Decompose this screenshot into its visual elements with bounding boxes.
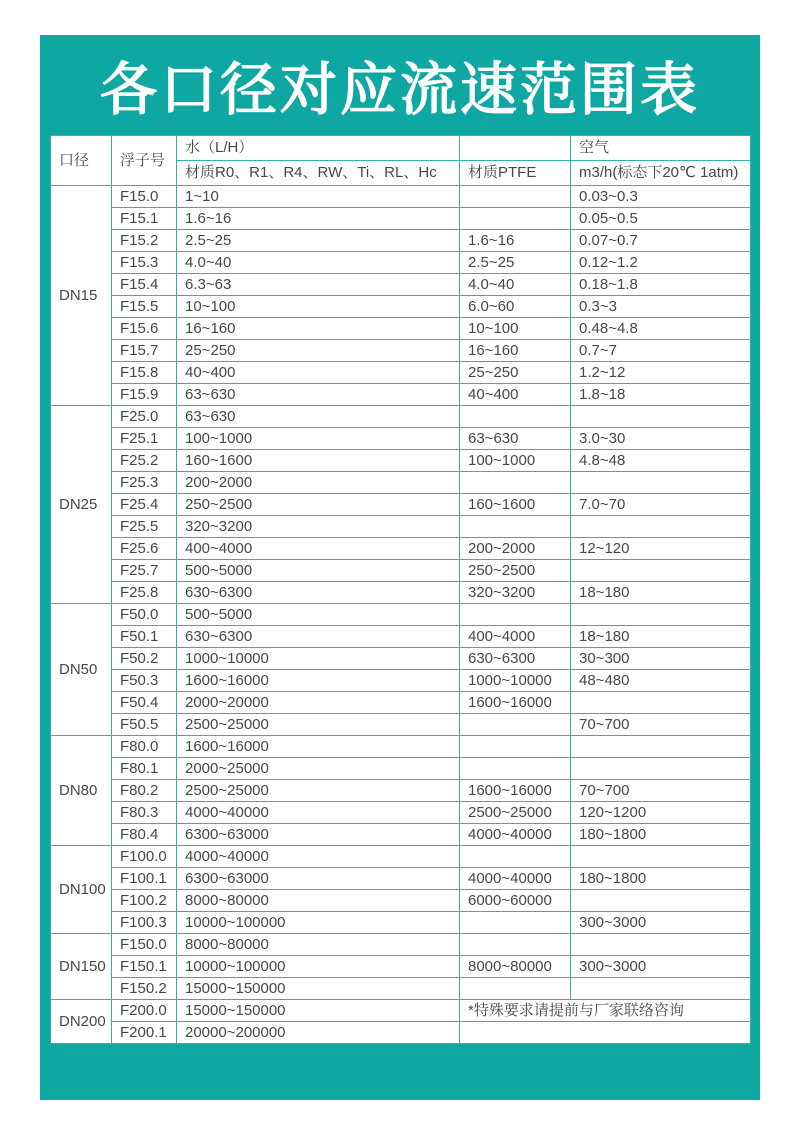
- diameter-cell: DN50: [51, 604, 112, 736]
- water-range-cell: 15000~150000: [177, 978, 460, 1000]
- ptfe-range-cell: 200~2000: [460, 538, 571, 560]
- water-range-cell: 40~400: [177, 362, 460, 384]
- float-no-cell: F80.0: [112, 736, 177, 758]
- water-range-cell: 4.0~40: [177, 252, 460, 274]
- header-air-unit: m3/h(标态下20℃ 1atm): [571, 161, 751, 186]
- table-row: [51, 538, 751, 560]
- air-range-cell: [571, 472, 751, 494]
- water-range-cell: 20000~200000: [177, 1022, 460, 1044]
- water-range-cell: 1~10: [177, 186, 460, 208]
- float-no-cell: F25.0: [112, 406, 177, 428]
- float-no-cell: F200.0: [112, 1000, 177, 1022]
- float-no-cell: F15.3: [112, 252, 177, 274]
- table-row: [51, 318, 751, 340]
- float-no-cell: F25.6: [112, 538, 177, 560]
- ptfe-range-cell: 40~400: [460, 384, 571, 406]
- header-ptfe-material: 材质PTFE: [460, 161, 571, 186]
- ptfe-range-cell: 8000~80000: [460, 956, 571, 978]
- ptfe-range-cell: 16~160: [460, 340, 571, 362]
- ptfe-range-cell: [460, 978, 571, 1000]
- table-row: [51, 670, 751, 692]
- water-range-cell: 63~630: [177, 406, 460, 428]
- table-row: [51, 868, 751, 890]
- ptfe-range-cell: 10~100: [460, 318, 571, 340]
- ptfe-range-cell: [460, 736, 571, 758]
- ptfe-range-cell: [460, 186, 571, 208]
- water-range-cell: 10000~100000: [177, 912, 460, 934]
- table-row: [51, 780, 751, 802]
- table-row: [51, 582, 751, 604]
- air-range-cell: 120~1200: [571, 802, 751, 824]
- float-no-cell: F80.2: [112, 780, 177, 802]
- ptfe-range-cell: 4000~40000: [460, 824, 571, 846]
- water-range-cell: 25~250: [177, 340, 460, 362]
- footnote-cell: *特殊要求请提前与厂家联络咨询: [460, 1000, 751, 1022]
- float-no-cell: F15.6: [112, 318, 177, 340]
- table-row: [51, 252, 751, 274]
- table-row: [51, 274, 751, 296]
- ptfe-range-cell: [460, 472, 571, 494]
- header-water-materials: 材质R0、R1、R4、RW、Ti、RL、Hc: [177, 161, 460, 186]
- water-range-cell: 320~3200: [177, 516, 460, 538]
- water-range-cell: 630~6300: [177, 582, 460, 604]
- air-range-cell: 12~120: [571, 538, 751, 560]
- table-row: [51, 406, 751, 428]
- ptfe-range-cell: 1600~16000: [460, 692, 571, 714]
- table-row: [51, 340, 751, 362]
- float-no-cell: F50.5: [112, 714, 177, 736]
- air-range-cell: 18~180: [571, 582, 751, 604]
- air-range-cell: 300~3000: [571, 912, 751, 934]
- header-air-title: 空气: [571, 136, 751, 161]
- table-row: [51, 890, 751, 912]
- float-no-cell: F25.5: [112, 516, 177, 538]
- page-title: 各口径对应流速范围表: [100, 58, 700, 122]
- ptfe-range-cell: 160~1600: [460, 494, 571, 516]
- ptfe-range-cell: [460, 714, 571, 736]
- ptfe-range-cell: 320~3200: [460, 582, 571, 604]
- float-no-cell: F25.3: [112, 472, 177, 494]
- merged-blank-cell: [460, 1022, 751, 1044]
- water-range-cell: 1600~16000: [177, 670, 460, 692]
- ptfe-range-cell: [460, 758, 571, 780]
- flow-range-table: [50, 135, 751, 1044]
- ptfe-range-cell: [460, 846, 571, 868]
- ptfe-range-cell: [460, 208, 571, 230]
- air-range-cell: 70~700: [571, 714, 751, 736]
- water-range-cell: 15000~150000: [177, 1000, 460, 1022]
- float-no-cell: F150.1: [112, 956, 177, 978]
- air-range-cell: [571, 934, 751, 956]
- float-no-cell: F25.7: [112, 560, 177, 582]
- table-row: [51, 736, 751, 758]
- air-range-cell: 0.05~0.5: [571, 208, 751, 230]
- diameter-cell: DN80: [51, 736, 112, 846]
- water-range-cell: 1600~16000: [177, 736, 460, 758]
- table-row: [51, 692, 751, 714]
- water-range-cell: 200~2000: [177, 472, 460, 494]
- float-no-cell: F100.0: [112, 846, 177, 868]
- float-no-cell: F50.2: [112, 648, 177, 670]
- air-range-cell: [571, 758, 751, 780]
- float-no-cell: F150.2: [112, 978, 177, 1000]
- float-no-cell: F80.4: [112, 824, 177, 846]
- water-range-cell: 2000~20000: [177, 692, 460, 714]
- diameter-cell: DN100: [51, 846, 112, 934]
- ptfe-range-cell: 250~2500: [460, 560, 571, 582]
- table-row: [51, 472, 751, 494]
- float-no-cell: F200.1: [112, 1022, 177, 1044]
- float-no-cell: F15.8: [112, 362, 177, 384]
- table-row: [51, 560, 751, 582]
- table-row: [51, 1022, 751, 1044]
- table-body: [51, 186, 751, 1044]
- float-no-cell: F15.0: [112, 186, 177, 208]
- table-row: [51, 714, 751, 736]
- float-no-cell: F15.9: [112, 384, 177, 406]
- air-range-cell: [571, 890, 751, 912]
- ptfe-range-cell: 25~250: [460, 362, 571, 384]
- table-row: [51, 934, 751, 956]
- water-range-cell: 2500~25000: [177, 714, 460, 736]
- float-no-cell: F25.8: [112, 582, 177, 604]
- air-range-cell: 0.18~1.8: [571, 274, 751, 296]
- diameter-cell: DN200: [51, 1000, 112, 1044]
- air-range-cell: [571, 846, 751, 868]
- ptfe-range-cell: 630~6300: [460, 648, 571, 670]
- ptfe-range-cell: 6000~60000: [460, 890, 571, 912]
- water-range-cell: 2500~25000: [177, 780, 460, 802]
- table-row: [51, 186, 751, 208]
- table-row: [51, 824, 751, 846]
- table-row: [51, 208, 751, 230]
- float-no-cell: F25.4: [112, 494, 177, 516]
- ptfe-range-cell: 63~630: [460, 428, 571, 450]
- float-no-cell: F100.1: [112, 868, 177, 890]
- float-no-cell: F80.3: [112, 802, 177, 824]
- air-range-cell: 0.03~0.3: [571, 186, 751, 208]
- table-header: [51, 136, 751, 186]
- water-range-cell: 400~4000: [177, 538, 460, 560]
- air-range-cell: 1.8~18: [571, 384, 751, 406]
- table-row: [51, 384, 751, 406]
- water-range-cell: 6.3~63: [177, 274, 460, 296]
- table-row: [51, 956, 751, 978]
- float-no-cell: F150.0: [112, 934, 177, 956]
- header-row-1: [51, 136, 751, 161]
- table-row: [51, 516, 751, 538]
- ptfe-range-cell: [460, 406, 571, 428]
- air-range-cell: [571, 604, 751, 626]
- float-no-cell: F50.4: [112, 692, 177, 714]
- air-range-cell: 48~480: [571, 670, 751, 692]
- air-range-cell: 3.0~30: [571, 428, 751, 450]
- ptfe-range-cell: 4.0~40: [460, 274, 571, 296]
- table-row: [51, 802, 751, 824]
- table-row: [51, 626, 751, 648]
- float-no-cell: F80.1: [112, 758, 177, 780]
- table-row: [51, 362, 751, 384]
- air-range-cell: 180~1800: [571, 868, 751, 890]
- air-range-cell: 1.2~12: [571, 362, 751, 384]
- float-no-cell: F25.1: [112, 428, 177, 450]
- air-range-cell: 7.0~70: [571, 494, 751, 516]
- water-range-cell: 6300~63000: [177, 824, 460, 846]
- water-range-cell: 160~1600: [177, 450, 460, 472]
- air-range-cell: 18~180: [571, 626, 751, 648]
- diameter-cell: DN15: [51, 186, 112, 406]
- float-no-cell: F15.1: [112, 208, 177, 230]
- header-float-no: 浮子号: [112, 136, 177, 186]
- air-range-cell: [571, 978, 751, 1000]
- teal-panel: [40, 35, 760, 1100]
- air-range-cell: [571, 736, 751, 758]
- ptfe-range-cell: 2500~25000: [460, 802, 571, 824]
- water-range-cell: 2000~25000: [177, 758, 460, 780]
- water-range-cell: 16~160: [177, 318, 460, 340]
- air-range-cell: 180~1800: [571, 824, 751, 846]
- air-range-cell: 0.48~4.8: [571, 318, 751, 340]
- water-range-cell: 250~2500: [177, 494, 460, 516]
- water-range-cell: 6300~63000: [177, 868, 460, 890]
- water-range-cell: 8000~80000: [177, 934, 460, 956]
- float-no-cell: F50.3: [112, 670, 177, 692]
- air-range-cell: 0.3~3: [571, 296, 751, 318]
- float-no-cell: F50.1: [112, 626, 177, 648]
- ptfe-range-cell: [460, 516, 571, 538]
- ptfe-range-cell: [460, 934, 571, 956]
- ptfe-range-cell: 400~4000: [460, 626, 571, 648]
- header-water-title: 水（L/H）: [177, 136, 460, 161]
- ptfe-range-cell: 4000~40000: [460, 868, 571, 890]
- table-row: [51, 846, 751, 868]
- water-range-cell: 4000~40000: [177, 846, 460, 868]
- table-row: [51, 1000, 751, 1022]
- ptfe-range-cell: 1.6~16: [460, 230, 571, 252]
- diameter-cell: DN150: [51, 934, 112, 1000]
- float-no-cell: F100.3: [112, 912, 177, 934]
- air-range-cell: 30~300: [571, 648, 751, 670]
- table-row: [51, 450, 751, 472]
- ptfe-range-cell: 1600~16000: [460, 780, 571, 802]
- water-range-cell: 4000~40000: [177, 802, 460, 824]
- header-diameter: 口径: [51, 136, 112, 186]
- water-range-cell: 63~630: [177, 384, 460, 406]
- table-row: [51, 230, 751, 252]
- water-range-cell: 2.5~25: [177, 230, 460, 252]
- air-range-cell: 0.7~7: [571, 340, 751, 362]
- ptfe-range-cell: [460, 912, 571, 934]
- float-no-cell: F25.2: [112, 450, 177, 472]
- water-range-cell: 10~100: [177, 296, 460, 318]
- water-range-cell: 1000~10000: [177, 648, 460, 670]
- ptfe-range-cell: 6.0~60: [460, 296, 571, 318]
- float-no-cell: F15.7: [112, 340, 177, 362]
- water-range-cell: 630~6300: [177, 626, 460, 648]
- water-range-cell: 500~5000: [177, 560, 460, 582]
- float-no-cell: F15.5: [112, 296, 177, 318]
- water-range-cell: 10000~100000: [177, 956, 460, 978]
- air-range-cell: [571, 516, 751, 538]
- air-range-cell: 0.07~0.7: [571, 230, 751, 252]
- table-row: [51, 912, 751, 934]
- air-range-cell: [571, 406, 751, 428]
- air-range-cell: 300~3000: [571, 956, 751, 978]
- water-range-cell: 1.6~16: [177, 208, 460, 230]
- table-row: [51, 604, 751, 626]
- ptfe-range-cell: 2.5~25: [460, 252, 571, 274]
- air-range-cell: 0.12~1.2: [571, 252, 751, 274]
- float-no-cell: F15.4: [112, 274, 177, 296]
- air-range-cell: 70~700: [571, 780, 751, 802]
- air-range-cell: 4.8~48: [571, 450, 751, 472]
- float-no-cell: F100.2: [112, 890, 177, 912]
- header-empty-cell: [460, 136, 571, 161]
- table-row: [51, 494, 751, 516]
- diameter-cell: DN25: [51, 406, 112, 604]
- table-row: [51, 978, 751, 1000]
- air-range-cell: [571, 560, 751, 582]
- water-range-cell: 100~1000: [177, 428, 460, 450]
- table-row: [51, 428, 751, 450]
- table-row: [51, 296, 751, 318]
- table-row: [51, 648, 751, 670]
- ptfe-range-cell: 1000~10000: [460, 670, 571, 692]
- air-range-cell: [571, 692, 751, 714]
- water-range-cell: 500~5000: [177, 604, 460, 626]
- float-no-cell: F50.0: [112, 604, 177, 626]
- ptfe-range-cell: 100~1000: [460, 450, 571, 472]
- float-no-cell: F15.2: [112, 230, 177, 252]
- table-row: [51, 758, 751, 780]
- water-range-cell: 8000~80000: [177, 890, 460, 912]
- ptfe-range-cell: [460, 604, 571, 626]
